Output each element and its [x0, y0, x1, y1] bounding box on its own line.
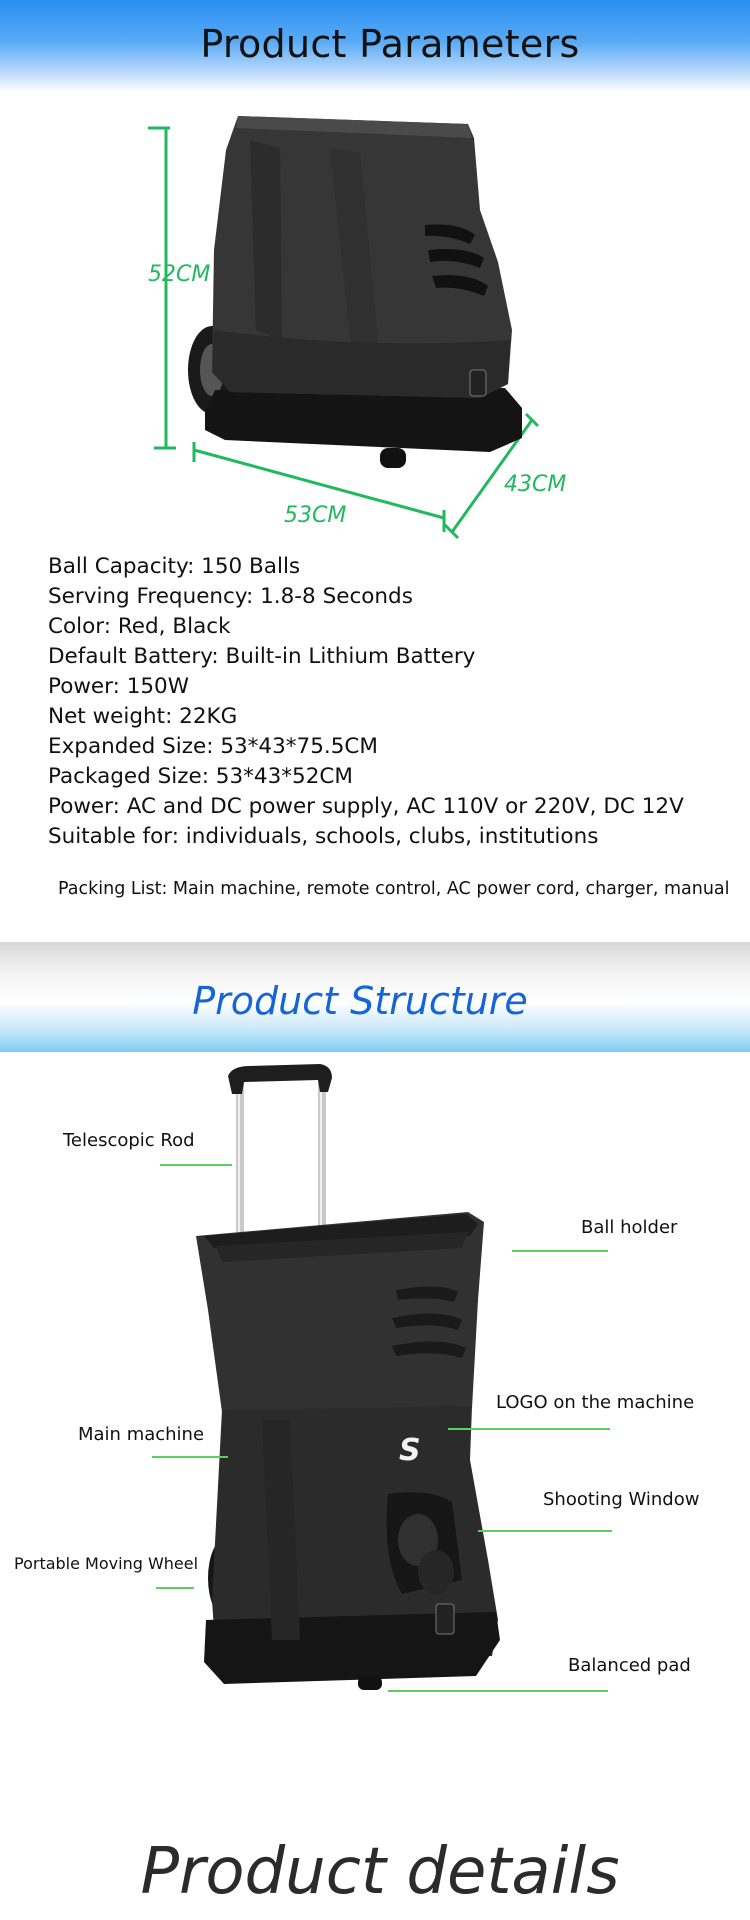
spec-net-weight: Net weight: 22KG: [48, 704, 238, 729]
leader-line-balanced-pad: [388, 1690, 608, 1692]
leader-line-telescopic-rod: [160, 1164, 232, 1166]
label-telescopic-rod: Telescopic Rod: [63, 1130, 195, 1151]
label-portable-moving-wheel: Portable Moving Wheel: [14, 1554, 199, 1573]
leader-line-wheel: [156, 1587, 194, 1589]
machine-structure-illustration: [0, 1052, 750, 1712]
label-balanced-pad: Balanced pad: [568, 1655, 691, 1676]
spec-serving-frequency: Serving Frequency: 1.8-8 Seconds: [48, 584, 413, 609]
label-shooting-window: Shooting Window: [543, 1489, 700, 1510]
parameters-title: Product Parameters: [200, 22, 580, 66]
leader-line-main-machine: [152, 1456, 228, 1458]
width-dimension-label: 43CM: [504, 472, 567, 497]
spec-list: [48, 552, 728, 852]
packing-list: Packing List: Main machine, remote control, AC power cord, charger, manual: [58, 879, 730, 899]
structure-title: Product Structure: [192, 979, 528, 1023]
spec-power: Power: 150W: [48, 674, 189, 699]
spec-color: Color: Red, Black: [48, 614, 231, 639]
spec-battery: Default Battery: Built-in Lithium Battery: [48, 644, 476, 669]
details-title: Product details: [140, 1835, 620, 1909]
height-dimension-label: 52CM: [148, 262, 211, 287]
spec-power-supply: Power: AC and DC power supply, AC 110V or 220V, DC 12V: [48, 794, 684, 819]
label-ball-holder: Ball holder: [581, 1217, 678, 1238]
spec-ball-capacity: Ball Capacity: 150 Balls: [48, 554, 301, 579]
spec-packaged-size: Packaged Size: 53*43*52CM: [48, 764, 353, 789]
machine-structure-image: [196, 1064, 500, 1690]
machine-body-image: [188, 116, 522, 468]
leader-line-logo: [448, 1428, 610, 1430]
label-main-machine: Main machine: [78, 1424, 205, 1445]
leader-line-shooting-window: [478, 1530, 612, 1532]
logo-mark: S: [399, 1433, 421, 1468]
machine-dimension-illustration: [0, 92, 750, 542]
spec-expanded-size: Expanded Size: 53*43*75.5CM: [48, 734, 378, 759]
label-logo: LOGO on the machine: [496, 1392, 695, 1413]
leader-line-ball-holder: [512, 1250, 608, 1252]
length-dimension-label: 53CM: [284, 503, 347, 528]
spec-suitable-for: Suitable for: individuals, schools, clubs, institutions: [48, 824, 599, 849]
